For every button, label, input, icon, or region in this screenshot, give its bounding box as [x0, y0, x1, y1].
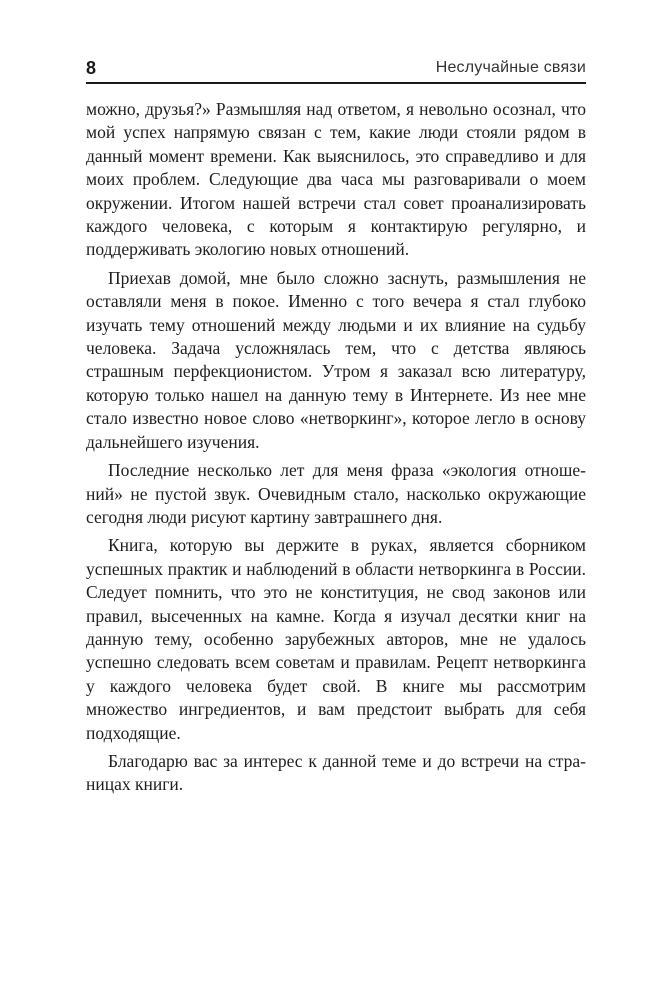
paragraph-3: Последние несколько лет для меня фраза «экология отношений» не пустой звук. Очевидным стало, насколько окружающие сегодня люди рисуют картину завтрашнего дня.	[86, 460, 586, 527]
page-number: 8	[86, 58, 97, 78]
paragraph-2: Приехав домой, мне было сложно заснуть, размышления не оставляли меня в покое. Именно с того вечера я стал глубоко изучать тему отношений между людьми и их влияние на судьбу человека. Задача усложнялась тем, что с детства являюсь страшным перфекционистом. Утром я заказал всю литературу, которую только нашел на данную тему в Интернете. Из нее мне стало известно новое слово «нетворкинг», которое легло в основу дальнейшего изучения.	[86, 267, 586, 452]
page-header	[86, 57, 586, 81]
running-title: Неслучайные связи	[435, 59, 586, 76]
paragraph-4: Книга, которую вы держите в руках, является сборником успешных практик и наблюдений в области нетворкинга в России. Следует помнить, что это не конституция, не свод законов или правил, высеченных на камне. Когда я изучал десятки книг на данную тему, особенно зарубежных авторов, мне не удалось успешно следовать всем советам и правилам. Рецепт нетворкинга у каждого человека будет свой. В книге мы рассмотрим множество ингредиентов, и вам предстоит выбрать для себя подходящие.	[86, 535, 586, 743]
header-divider	[86, 82, 586, 84]
paragraph-5: Благодарю вас за интерес к данной теме и до встречи на страницах книги.	[86, 750, 586, 795]
paragraph-1: можно, друзья?» Размышляя над ответом, я невольно осознал, что мой успех напрямую связан с тем, какие люди стояли рядом в данный момент времени. Как выяснилось, это справедливо и для моих проблем. Следующие два часа мы разговаривали о моем окружении. Итогом нашей встречи стал совет проанализировать каждого человека, с которым я контактирую регулярно, и поддерживать экологию новых отношений.	[86, 99, 586, 260]
body-text	[86, 98, 586, 802]
